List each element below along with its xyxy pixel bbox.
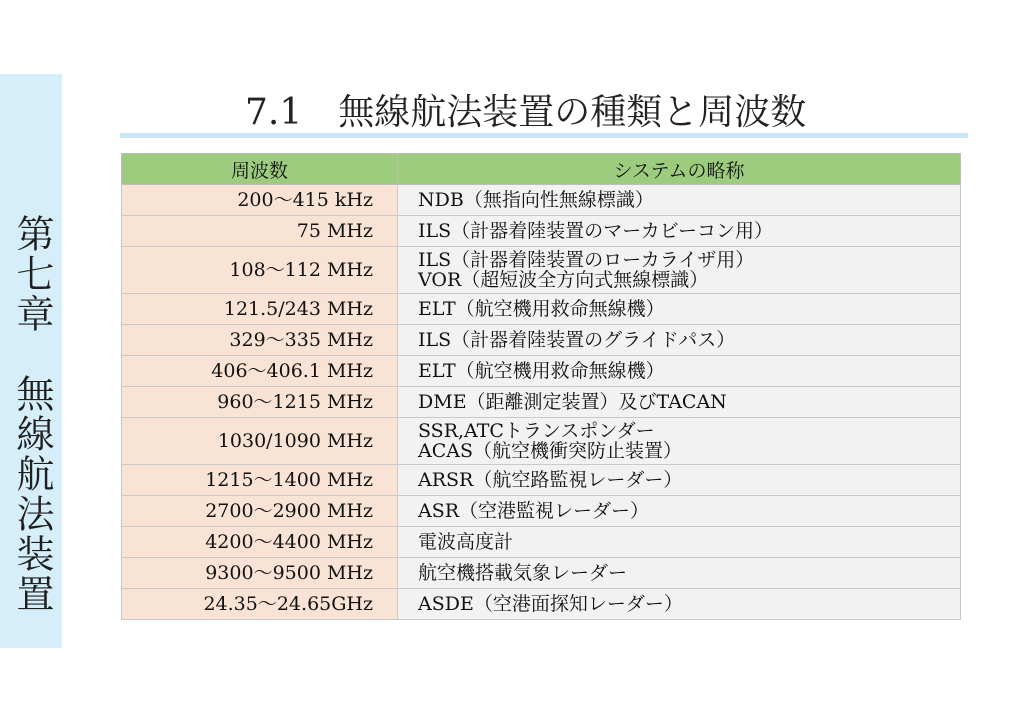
system-line: ILS（計器着陸装置のグライドパス）	[418, 329, 736, 351]
frequency-cell: 200～415 kHz	[122, 185, 398, 216]
table-header-row	[122, 154, 961, 185]
table-row	[122, 294, 961, 325]
system-line: 航空機搭載気象レーダー	[418, 562, 628, 584]
system-line: ELT（航空機用救命無線機）	[418, 360, 665, 382]
system-line: ELT（航空機用救命無線機）	[418, 298, 665, 320]
system-cell	[398, 356, 961, 387]
system-cell	[398, 418, 961, 465]
table-row	[122, 589, 961, 620]
table-row	[122, 216, 961, 247]
frequency-cell: 75 MHz	[122, 216, 398, 247]
system-cell	[398, 496, 961, 527]
chapter-title: 第七章 無線航法装置	[10, 214, 54, 614]
system-cell	[398, 589, 961, 620]
table-row	[122, 325, 961, 356]
table-row	[122, 387, 961, 418]
system-cell	[398, 216, 961, 247]
system-line: ARSR（航空路監視レーダー）	[418, 469, 683, 491]
system-line: DME（距離測定装置）及びTACAN	[418, 391, 727, 413]
system-cell	[398, 185, 961, 216]
table-row	[122, 465, 961, 496]
system-line: SSR,ATCトランスポンダー	[418, 420, 655, 442]
system-line: ILS（計器着陸装置のローカライザ用）	[418, 249, 755, 271]
system-line: VOR（超短波全方向式無線標識）	[418, 269, 709, 291]
frequency-cell: 4200～4400 MHz	[122, 527, 398, 558]
system-line: ILS（計器着陸装置のマーカビーコン用）	[418, 220, 773, 242]
frequency-cell: 329～335 MHz	[122, 325, 398, 356]
system-cell	[398, 247, 961, 294]
table-row	[122, 356, 961, 387]
table-row	[122, 527, 961, 558]
system-cell	[398, 527, 961, 558]
system-cell	[398, 558, 961, 589]
table-row	[122, 558, 961, 589]
title-underline	[120, 133, 968, 138]
frequency-cell: 960～1215 MHz	[122, 387, 398, 418]
frequency-table	[121, 153, 961, 620]
table-row	[122, 185, 961, 216]
system-line: ASR（空港監視レーダー）	[418, 500, 650, 522]
system-line: ACAS（航空機衝突防止装置）	[418, 440, 682, 462]
frequency-cell: 406～406.1 MHz	[122, 356, 398, 387]
frequency-cell: 108～112 MHz	[122, 247, 398, 294]
system-line: 電波高度計	[418, 531, 514, 553]
system-line: ASDE（空港面探知レーダー）	[418, 593, 683, 615]
frequency-cell: 2700～2900 MHz	[122, 496, 398, 527]
frequency-cell: 24.35～24.65GHz	[122, 589, 398, 620]
system-cell	[398, 325, 961, 356]
column-header-frequency: 周波数	[122, 154, 398, 185]
table-row	[122, 247, 961, 294]
frequency-cell: 9300～9500 MHz	[122, 558, 398, 589]
frequency-cell: 1030/1090 MHz	[122, 418, 398, 465]
system-cell	[398, 294, 961, 325]
column-header-system: システムの略称	[398, 154, 961, 185]
chapter-sidebar	[0, 74, 62, 648]
frequency-cell: 121.5/243 MHz	[122, 294, 398, 325]
frequency-cell: 1215～1400 MHz	[122, 465, 398, 496]
system-cell	[398, 387, 961, 418]
table-row	[122, 496, 961, 527]
page-title: 7.1 無線航法装置の種類と周波数	[245, 92, 807, 133]
table-row	[122, 418, 961, 465]
system-line: NDB（無指向性無線標識）	[418, 189, 654, 211]
system-cell	[398, 465, 961, 496]
